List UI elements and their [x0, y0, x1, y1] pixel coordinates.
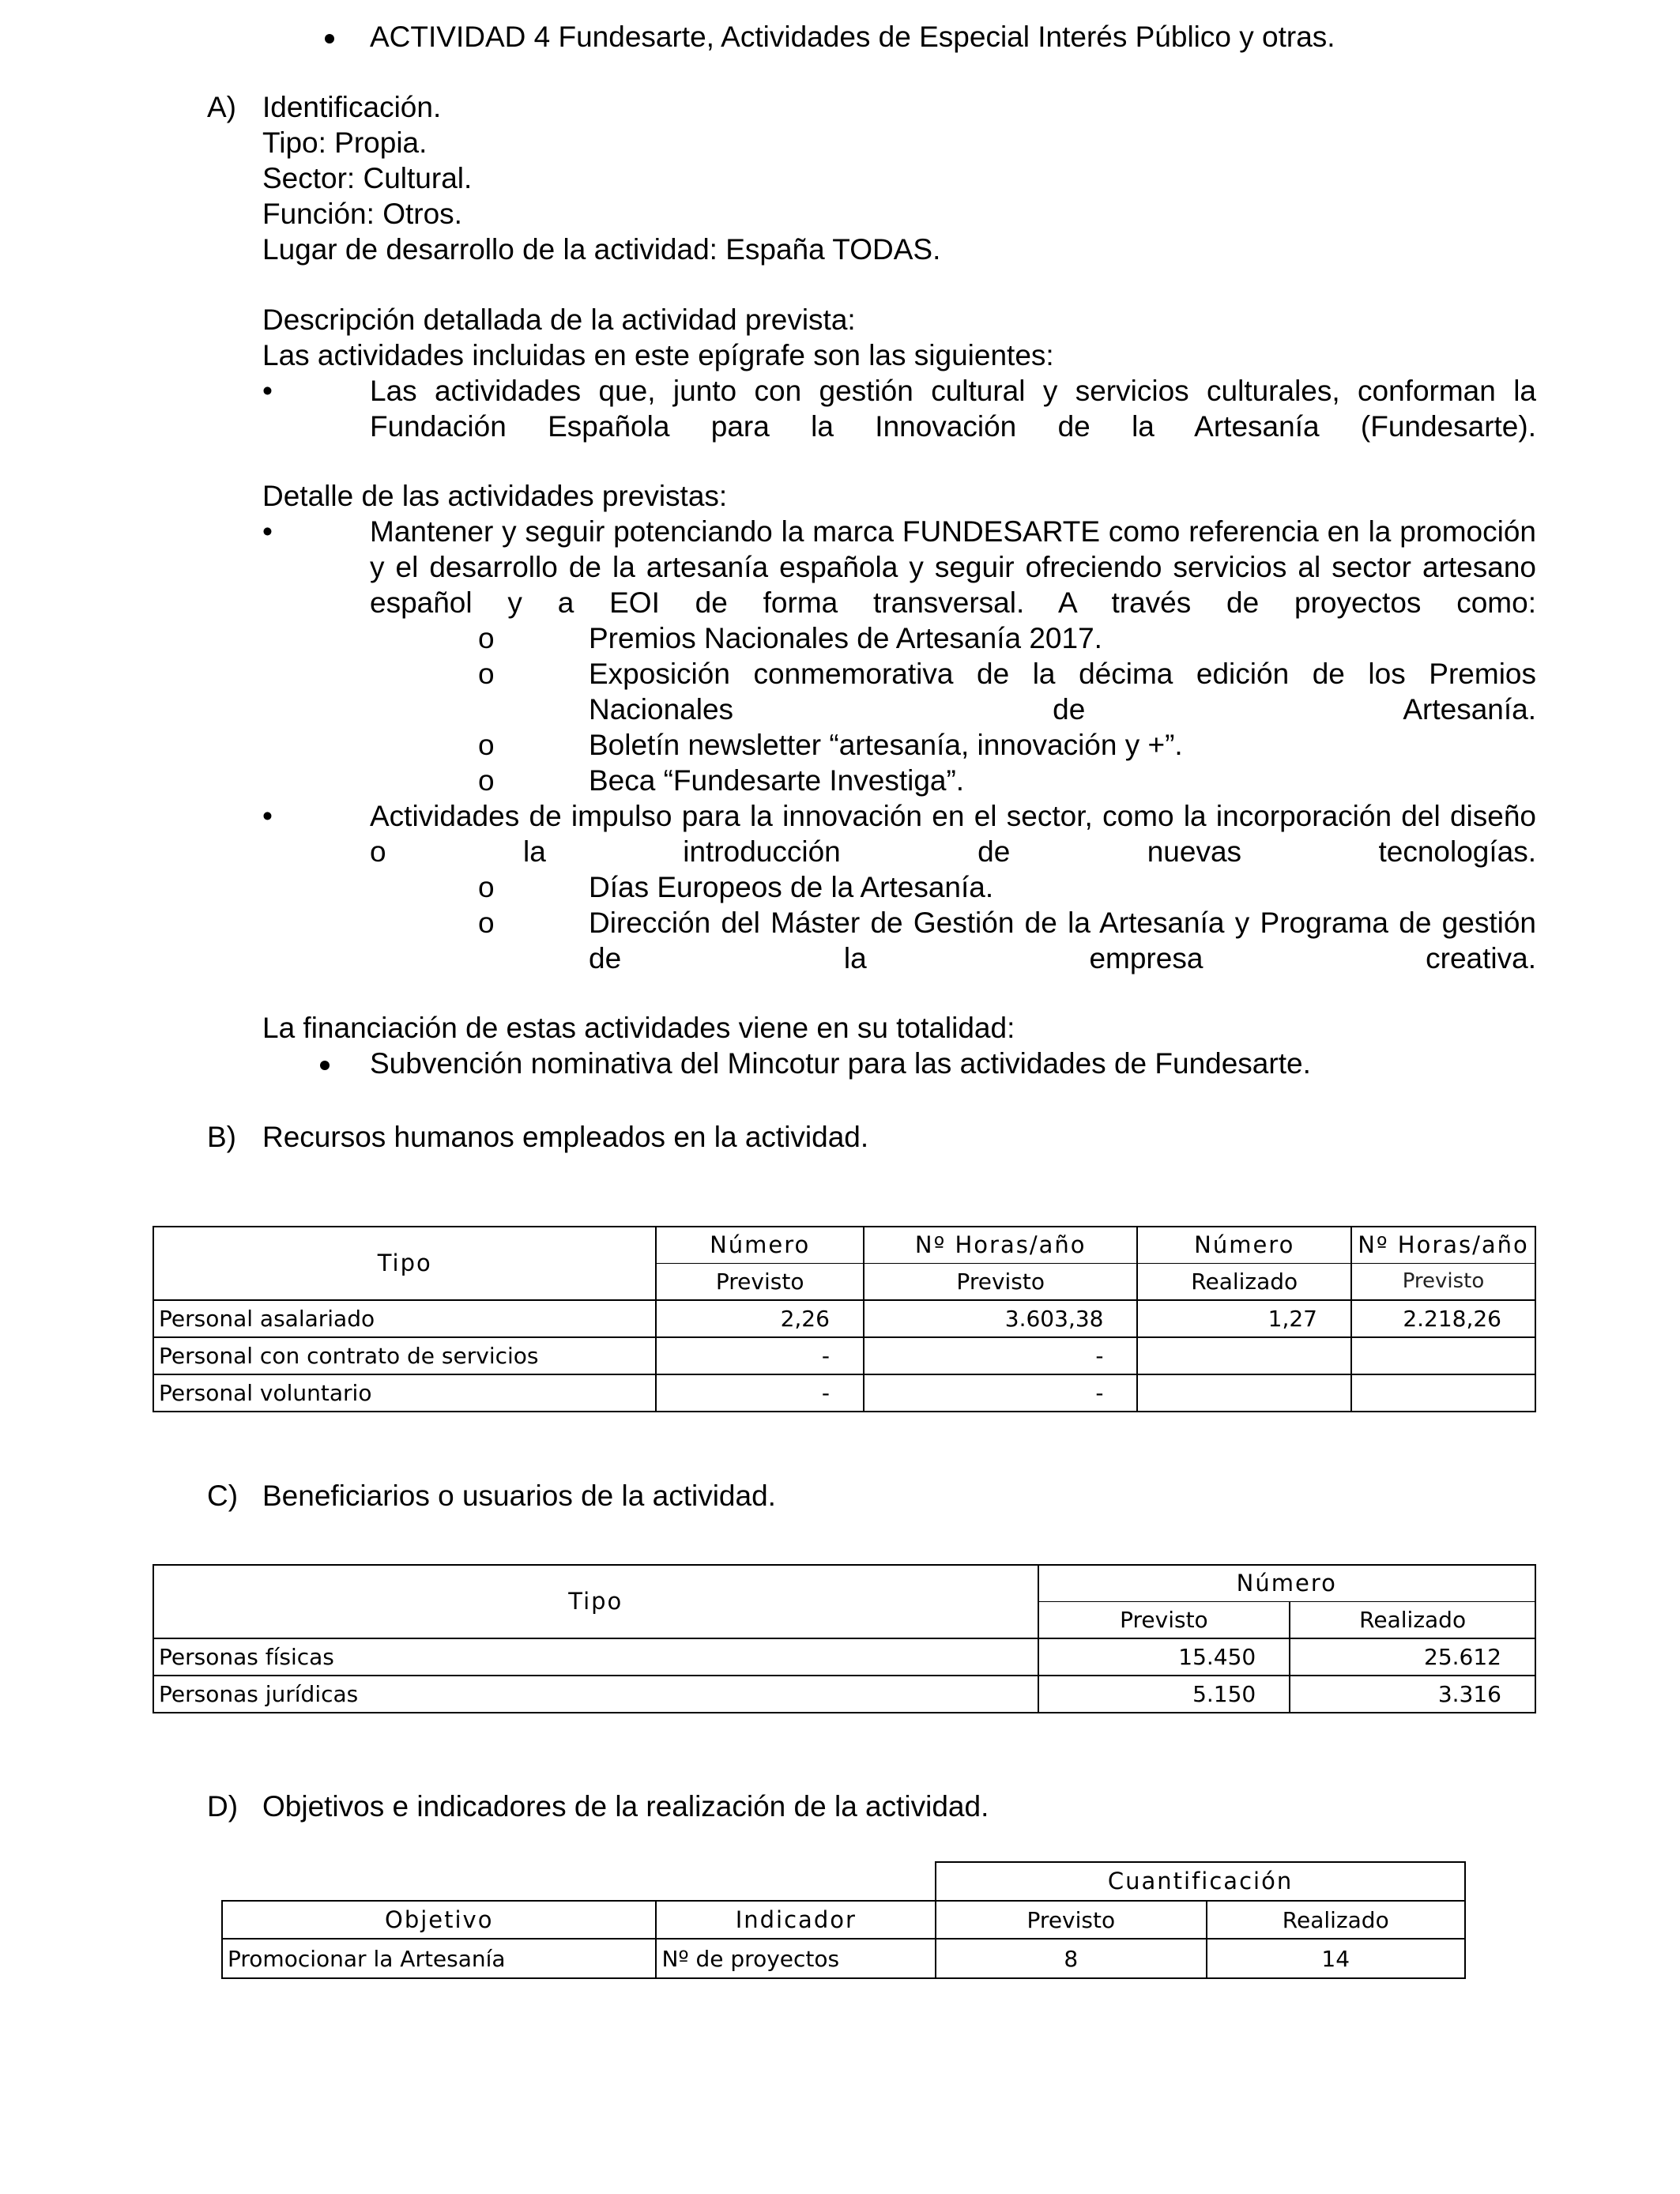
obj-header-indicador: Indicador [656, 1901, 936, 1939]
hr-cell-num-real [1137, 1374, 1351, 1412]
hr-cell-horas-real [1351, 1337, 1535, 1374]
ben-header-numero: Número [1038, 1565, 1535, 1602]
sub-item-boletin: Boletín newsletter “artesanía, innovación y +”. [589, 729, 1183, 761]
sub-item-premios: Premios Nacionales de Artesanía 2017. [589, 622, 1102, 654]
hr-cell-horas-prev: 3.603,38 [864, 1300, 1138, 1337]
bullet-dot-icon [325, 34, 334, 43]
section-a-marker: A) [207, 91, 236, 123]
ben-cell-tipo: Personas físicas [153, 1638, 1038, 1676]
obj-header-previsto: Previsto [936, 1901, 1206, 1939]
hr-cell-horas-prev: - [864, 1337, 1138, 1374]
hr-cell-horas-prev: - [864, 1374, 1138, 1412]
section-a-heading: Identificación. [262, 91, 442, 123]
ben-header-previsto: Previsto [1038, 1602, 1290, 1639]
sub-bullet-marker: o [478, 764, 495, 797]
ben-cell-realizado: 25.612 [1290, 1638, 1535, 1676]
bullet-marker: • [262, 800, 273, 832]
section-c-heading: Beneficiarios o usuarios de la actividad. [262, 1480, 776, 1512]
hr-cell-tipo: Personal con contrato de servicios [153, 1337, 656, 1374]
bullet-marker: • [262, 515, 273, 548]
table-row [153, 1638, 1535, 1676]
table-row [153, 1374, 1535, 1412]
hr-subheader: Previsto [864, 1264, 1138, 1301]
obj-header-cuantificacion: Cuantificación [936, 1862, 1465, 1901]
hr-cell-num-prev: 2,26 [656, 1300, 864, 1337]
section-b-marker: B) [207, 1121, 236, 1153]
section-d-marker: D) [207, 1790, 239, 1823]
hr-header-horas-realizado: Nº Horas/año [1351, 1227, 1535, 1264]
bullet-dot-icon [320, 1061, 330, 1070]
detail-bullet-1-text: Mantener y seguir potenciando la marca FUNDESARTE como referencia en la promoción y el desarrollo de la artesanía española y seguir ofreciendo servicios al sector artesano español y a EOI de forma transversal. A través de proyectos como: [370, 515, 1536, 619]
ben-cell-previsto: 5.150 [1038, 1676, 1290, 1713]
sub-bullet-marker: o [478, 729, 495, 761]
activity-title: ACTIVIDAD 4 Fundesarte, Actividades de Especial Interés Público y otras. [370, 21, 1335, 53]
hr-header-horas-previsto: Nº Horas/año [864, 1227, 1138, 1264]
human-resources-table [153, 1226, 1536, 1412]
hr-cell-num-prev: - [656, 1374, 864, 1412]
sub-bullet-marker: o [478, 622, 495, 654]
description-heading: Descripción detallada de la actividad prevista: [262, 303, 856, 336]
hr-cell-tipo: Personal voluntario [153, 1374, 656, 1412]
hr-header-tipo: Tipo [153, 1227, 656, 1300]
sub-bullet-marker: o [478, 871, 495, 903]
hr-cell-horas-real: 2.218,26 [1351, 1300, 1535, 1337]
obj-cell-previsto: 8 [936, 1939, 1206, 1978]
hr-subheader: Previsto [1351, 1264, 1535, 1301]
bullet-marker: • [262, 375, 273, 407]
detail-heading: Detalle de las actividades previstas: [262, 480, 728, 512]
obj-cell-objetivo: Promocionar la Artesanía [222, 1939, 656, 1978]
sub-item-master: Dirección del Máster de Gestión de la Artesanía y Programa de gestión de la empresa creativa. [589, 907, 1536, 974]
table-row [222, 1939, 1465, 1978]
sub-item-dias-europeos: Días Europeos de la Artesanía. [589, 871, 994, 903]
ben-header-realizado: Realizado [1290, 1602, 1535, 1639]
table-row [153, 1337, 1535, 1374]
table-row [153, 1676, 1535, 1713]
beneficiaries-table [153, 1564, 1536, 1713]
funding-item: Subvención nominativa del Mincotur para las actividades de Fundesarte. [370, 1047, 1311, 1080]
ben-header-tipo: Tipo [153, 1565, 1038, 1638]
hr-subheader: Previsto [656, 1264, 864, 1301]
hr-cell-num-real [1137, 1337, 1351, 1374]
ben-cell-realizado: 3.316 [1290, 1676, 1535, 1713]
detail-bullet-2-text: Actividades de impulso para la innovación en el sector, como la incorporación del diseño o la introducción de nuevas tecnologías. [370, 800, 1536, 868]
sub-item-beca: Beca “Fundesarte Investiga”. [589, 764, 965, 797]
funding-heading: La financiación de estas actividades viene en su totalidad: [262, 1012, 1015, 1044]
sub-item-exposicion: Exposición conmemorativa de la décima edición de los Premios Nacionales de Artesanía. [589, 658, 1536, 726]
sub-bullet-marker: o [478, 907, 495, 939]
identification-funcion: Función: Otros. [262, 198, 462, 230]
sub-bullet-marker: o [478, 658, 495, 690]
description-intro: Las actividades incluidas en este epígrafe son las siguientes: [262, 339, 1054, 371]
hr-cell-horas-real [1351, 1374, 1535, 1412]
objectives-table [221, 1861, 1466, 1979]
identification-lugar: Lugar de desarrollo de la actividad: España TODAS. [262, 233, 941, 266]
table-row [153, 1300, 1535, 1337]
hr-header-numero-realizado: Número [1137, 1227, 1351, 1264]
obj-cell-indicador: Nº de proyectos [656, 1939, 936, 1978]
identification-tipo: Tipo: Propia. [262, 126, 428, 159]
hr-header-numero-previsto: Número [656, 1227, 864, 1264]
ben-cell-previsto: 15.450 [1038, 1638, 1290, 1676]
section-c-marker: C) [207, 1480, 239, 1512]
identification-sector: Sector: Cultural. [262, 162, 473, 194]
hr-subheader: Realizado [1137, 1264, 1351, 1301]
hr-cell-num-prev: - [656, 1337, 864, 1374]
ben-cell-tipo: Personas jurídicas [153, 1676, 1038, 1713]
section-d-heading: Objetivos e indicadores de la realización de la actividad. [262, 1790, 989, 1823]
obj-header-objetivo: Objetivo [222, 1901, 656, 1939]
hr-cell-tipo: Personal asalariado [153, 1300, 656, 1337]
section-b-heading: Recursos humanos empleados en la actividad. [262, 1121, 869, 1153]
obj-cell-realizado: 14 [1207, 1939, 1466, 1978]
obj-header-realizado: Realizado [1207, 1901, 1466, 1939]
hr-cell-num-real: 1,27 [1137, 1300, 1351, 1337]
description-bullet-text: Las actividades que, junto con gestión cultural y servicios culturales, conforman la Fundación Española para la Innovación de la Artesanía (Fundesarte). [370, 375, 1536, 443]
